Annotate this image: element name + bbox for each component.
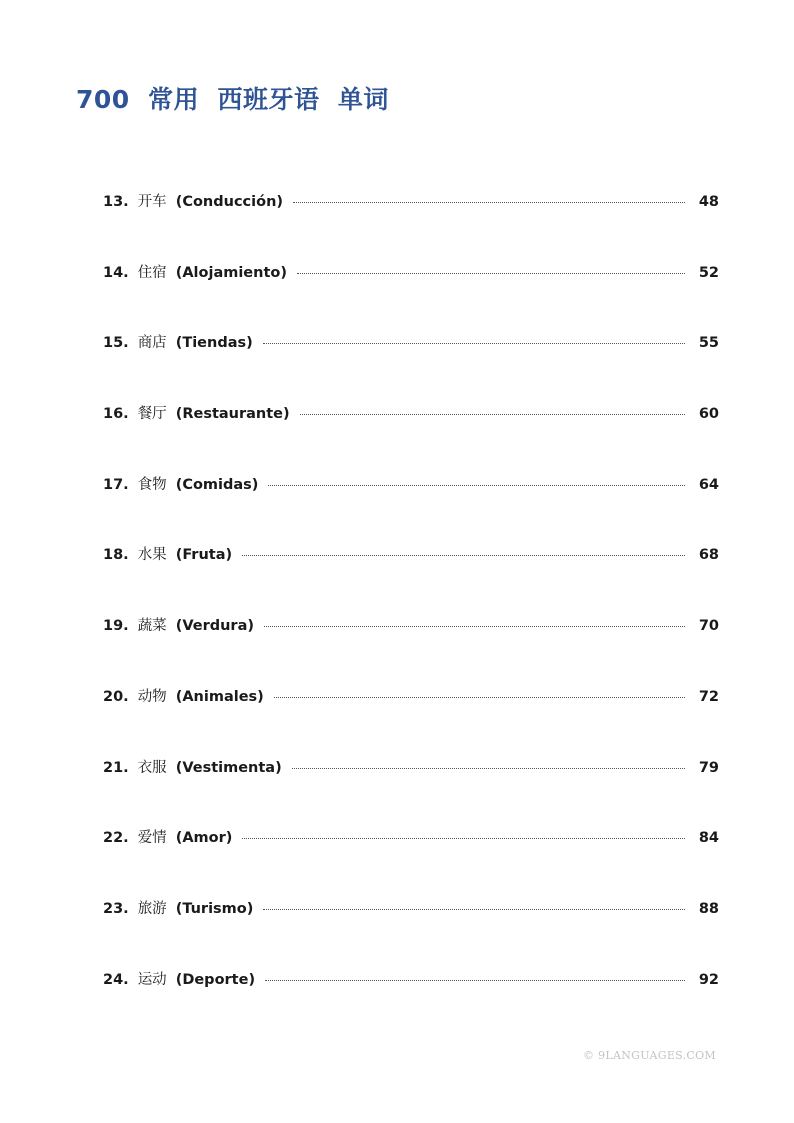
toc-entry[interactable] — [103, 190, 719, 261]
toc-entry-spanish-title: (Amor) — [175, 830, 233, 847]
toc-entry-spanish-title: (Turismo) — [175, 900, 254, 917]
dot-leader — [242, 838, 684, 839]
toc-entry-page-number: 79 — [698, 759, 719, 776]
toc-entry-spanish-title: (Fruta) — [175, 547, 233, 564]
toc-entry-page-number: 70 — [698, 618, 719, 635]
toc-entry-chinese-title: 旅游 — [137, 900, 167, 917]
toc-entry[interactable] — [103, 614, 719, 685]
page-title: 700 常用 西班牙语 单词 — [76, 85, 389, 114]
toc-entry-page-number: 84 — [698, 830, 719, 847]
toc-entry-chinese-title: 衣服 — [137, 759, 167, 776]
toc-entry-chinese-title: 蔬菜 — [137, 618, 167, 635]
toc-entry-number: 23. — [103, 900, 129, 917]
toc-entry-chinese-title: 食物 — [137, 476, 167, 493]
toc-entry[interactable] — [103, 473, 719, 544]
toc-entry[interactable] — [103, 968, 719, 1039]
dot-leader — [293, 202, 685, 203]
dot-leader — [263, 909, 684, 910]
toc-entry-number: 16. — [103, 406, 129, 423]
toc-entry-spanish-title: (Vestimenta) — [175, 759, 282, 776]
toc-entry-chinese-title: 开车 — [137, 194, 167, 210]
toc-entry-number: 18. — [103, 547, 129, 564]
toc-entry-chinese-title: 爱情 — [137, 830, 167, 847]
dot-leader — [263, 343, 685, 344]
toc-entry-number: 24. — [103, 971, 129, 988]
toc-entry[interactable] — [103, 756, 719, 827]
toc-entry-chinese-title: 运动 — [137, 971, 167, 988]
toc-entry-number: 17. — [103, 476, 129, 493]
dot-leader — [265, 980, 685, 981]
toc-entry[interactable] — [103, 543, 719, 614]
toc-entry-spanish-title: (Deporte) — [175, 971, 256, 988]
toc-entry[interactable] — [103, 402, 719, 473]
toc-entry[interactable] — [103, 261, 719, 332]
dot-leader — [242, 555, 685, 556]
toc-entry-number: 14. — [103, 264, 129, 281]
toc-entry-page-number: 64 — [698, 476, 719, 493]
toc-entry-number: 13. — [103, 194, 129, 210]
toc-entry[interactable] — [103, 331, 719, 402]
toc-entry-number: 19. — [103, 618, 129, 635]
dot-leader — [268, 485, 684, 486]
toc-entry-chinese-title: 商店 — [137, 335, 167, 352]
toc-entry-page-number: 68 — [698, 547, 719, 564]
toc-entry-page-number: 48 — [698, 194, 719, 210]
dot-leader — [297, 273, 685, 274]
toc-entry-number: 20. — [103, 688, 129, 705]
toc-entry[interactable] — [103, 826, 719, 897]
toc-entry[interactable] — [103, 685, 719, 756]
toc-entry-number: 22. — [103, 830, 129, 847]
dot-leader — [300, 414, 685, 415]
dot-leader — [292, 768, 685, 769]
toc-entry-page-number: 88 — [698, 900, 719, 917]
toc-entry-spanish-title: (Verdura) — [175, 618, 254, 635]
toc-entry-page-number: 92 — [698, 971, 719, 988]
toc-entry-spanish-title: (Comidas) — [175, 476, 259, 493]
toc-entry-number: 15. — [103, 335, 129, 352]
toc-entry-spanish-title: (Animales) — [175, 688, 264, 705]
toc-entry-spanish-title: (Tiendas) — [175, 335, 253, 352]
toc-entry-chinese-title: 餐厅 — [137, 406, 167, 423]
toc-entry-chinese-title: 住宿 — [137, 264, 167, 281]
toc-entry-page-number: 52 — [698, 264, 719, 281]
toc-entry-spanish-title: (Conducción) — [175, 194, 284, 210]
toc-entry-chinese-title: 水果 — [137, 547, 167, 564]
table-of-contents — [103, 190, 719, 1038]
copyright-watermark: © 9LANGUAGES.COM — [583, 1049, 716, 1062]
toc-entry-page-number: 55 — [698, 335, 719, 352]
toc-entry-number: 21. — [103, 759, 129, 776]
toc-entry-spanish-title: (Restaurante) — [175, 406, 290, 423]
toc-entry-chinese-title: 动物 — [137, 688, 167, 705]
toc-entry-spanish-title: (Alojamiento) — [175, 264, 287, 281]
toc-entry-page-number: 72 — [698, 688, 719, 705]
dot-leader — [264, 626, 685, 627]
toc-entry-page-number: 60 — [698, 406, 719, 423]
dot-leader — [274, 697, 685, 698]
toc-entry[interactable] — [103, 897, 719, 968]
